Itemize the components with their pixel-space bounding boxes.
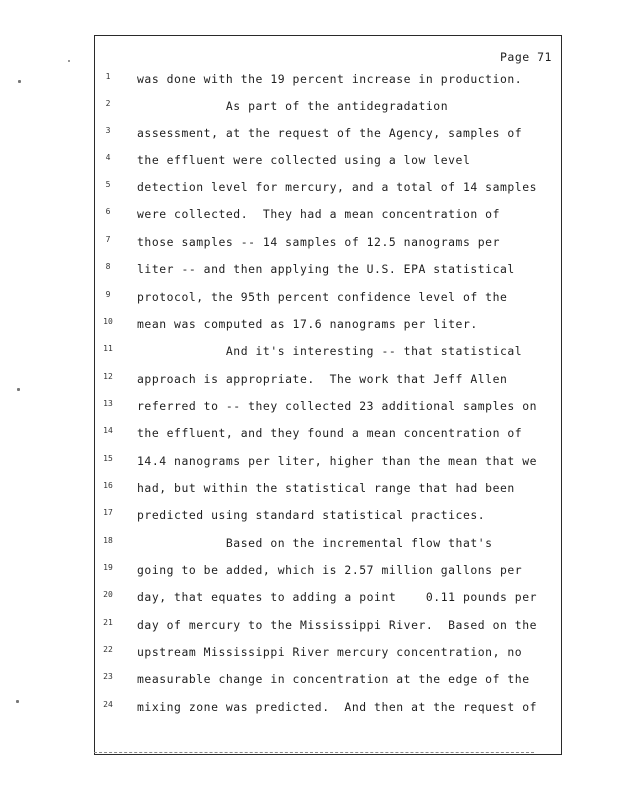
line-number: 22: [103, 645, 113, 654]
line-number: 5: [105, 180, 111, 189]
transcript-line: predicted using standard statistical practices.: [137, 508, 486, 522]
line-number: 2: [105, 99, 111, 108]
line-number: 18: [103, 536, 113, 545]
scan-speck: [16, 700, 19, 703]
transcript-line: going to be added, which is 2.57 million gallons per: [137, 563, 523, 577]
page-bottom-rule: [94, 752, 534, 753]
line-number: 13: [103, 399, 113, 408]
transcript-line: those samples -- 14 samples of 12.5 nanograms per: [137, 235, 500, 249]
line-number: 11: [103, 344, 113, 353]
transcript-line: was done with the 19 percent increase in production.: [137, 72, 523, 86]
transcript-line: measurable change in concentration at the edge of the: [137, 672, 530, 686]
line-number: 8: [105, 262, 111, 271]
transcript-line: day, that equates to adding a point 0.11 pounds per: [137, 590, 538, 604]
scan-speck: [18, 80, 21, 83]
transcript-line: referred to -- they collected 23 additional samples on: [137, 399, 538, 413]
line-number: 6: [105, 207, 111, 216]
line-number: 23: [103, 672, 113, 681]
transcript-line: mixing zone was predicted. And then at the request of: [137, 700, 538, 714]
transcript-line: the effluent were collected using a low level: [137, 153, 471, 167]
transcript-line: approach is appropriate. The work that Jeff Allen: [137, 372, 508, 386]
transcript-line: the effluent, and they found a mean concentration of: [137, 426, 523, 440]
line-number: 7: [105, 235, 111, 244]
transcript-line: had, but within the statistical range that had been: [137, 481, 515, 495]
line-number: 12: [103, 372, 113, 381]
transcript-line: liter -- and then applying the U.S. EPA statistical: [137, 262, 515, 276]
line-number: 4: [105, 153, 111, 162]
line-number: 14: [103, 426, 113, 435]
line-number: 3: [105, 126, 111, 135]
line-number: 24: [103, 700, 113, 709]
line-number: 19: [103, 563, 113, 572]
page-number: Page 71: [500, 50, 552, 64]
transcript-line: detection level for mercury, and a total of 14 samples: [137, 180, 538, 194]
line-number: 10: [103, 317, 113, 326]
transcript-line: protocol, the 95th percent confidence level of the: [137, 290, 508, 304]
line-number: 9: [105, 290, 111, 299]
transcript-line: And it's interesting -- that statistical: [137, 344, 523, 358]
scan-speck: [17, 388, 20, 391]
line-number: 1: [105, 72, 111, 81]
transcript-line: upstream Mississippi River mercury concentration, no: [137, 645, 523, 659]
transcript-line: were collected. They had a mean concentration of: [137, 207, 500, 221]
transcript-line: As part of the antidegradation: [137, 99, 449, 113]
line-number: 16: [103, 481, 113, 490]
line-number: 17: [103, 508, 113, 517]
line-number: 15: [103, 454, 113, 463]
transcript-line: day of mercury to the Mississippi River. Based on the: [137, 618, 538, 632]
line-number: 21: [103, 618, 113, 627]
line-number: 20: [103, 590, 113, 599]
transcript-line: Based on the incremental flow that's: [137, 536, 493, 550]
transcript-line: mean was computed as 17.6 nanograms per liter.: [137, 317, 478, 331]
transcript-line: 14.4 nanograms per liter, higher than the mean that we: [137, 454, 538, 468]
transcript-line: assessment, at the request of the Agency, samples of: [137, 126, 523, 140]
scan-speck: [68, 60, 70, 62]
